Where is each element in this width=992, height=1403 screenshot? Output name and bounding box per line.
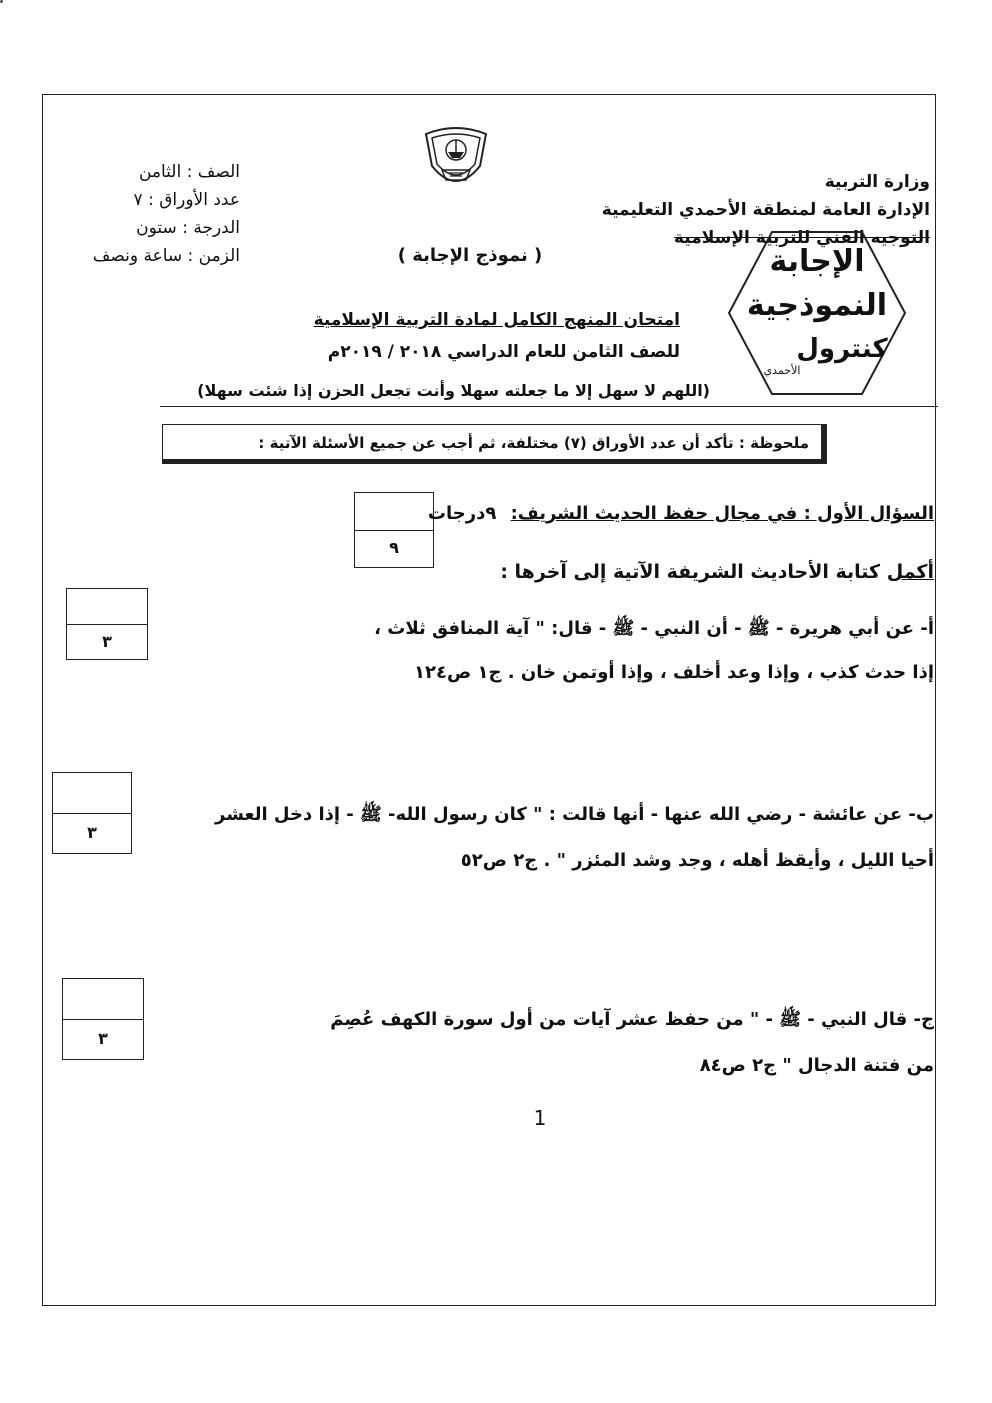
department-name: التوجيه الفني للتربية الإسلامية <box>673 228 930 248</box>
hadith-b-line1: ب- عن عائشة - رضي الله عنها - أنها قالت : " كان رسول الله- ﷺ - إذا دخل العشر <box>215 804 934 825</box>
question1-score-total: ٩ <box>389 538 399 557</box>
question1-heading-row <box>427 503 934 524</box>
duration-label: الزمن : ساعة ونصف <box>92 246 240 266</box>
instructions-note <box>162 424 827 464</box>
exam-prayer: (اللهم لا سهل إلا ما جعلته سهلا وأنت تجعل الحزن إذا شئت سهلا) <box>197 381 710 400</box>
pages-count-label: عدد الأوراق : ٧ <box>133 190 240 210</box>
stamp-line-2: النموذجية <box>746 288 888 323</box>
hadith-a-score-box <box>66 588 148 660</box>
header-divider <box>160 406 938 407</box>
answer-model-title: ( نموذج الإجابة ) <box>397 245 543 266</box>
page-number: 1 <box>533 1106 547 1130</box>
instruction-prefix: أكمل <box>886 561 934 583</box>
hadith-c-line2: من فتنة الدجال " ج٢ ص٨٤ <box>699 1055 934 1076</box>
question1-heading: السؤال الأول : في مجال حفظ الحديث الشريف: <box>510 503 934 524</box>
stamp-line-1: الإجابة <box>769 244 865 279</box>
exam-title: امتحان المنهج الكامل لمادة التربية الإسلامية <box>313 310 680 330</box>
hadith-b-score: ٣ <box>87 823 97 842</box>
hadith-a-line1: أ- عن أبي هريرة - ﷺ - أن النبي - ﷺ - قال: " آية المنافق ثلاث ، <box>374 618 934 639</box>
hadith-c-score-box <box>62 978 144 1060</box>
ministry-name: وزارة التربية <box>824 172 930 192</box>
hadith-c-line1: ج- قال النبي - ﷺ - " من حفظ عشر آيات من أول سورة الكهف عُصِمَ <box>330 1009 934 1030</box>
question1-marks: ٩درجات <box>427 503 497 524</box>
stamp-line-3: كنترول <box>796 334 888 364</box>
hadith-c-score: ٣ <box>98 1029 108 1048</box>
question1-score-box <box>354 492 434 568</box>
answer-key-stamp <box>727 228 907 398</box>
hadith-b-score-box <box>52 772 132 854</box>
note-text: ملحوظة : تأكد أن عدد الأوراق (٧) مختلفة، ثم أجب عن جميع الأسئلة الآتية : <box>258 434 809 452</box>
header-left-block <box>60 158 240 270</box>
question1-instruction <box>500 561 934 583</box>
stamp-line-4: الأحمدي <box>763 364 801 377</box>
total-marks-label: الدرجة : ستون <box>136 218 240 238</box>
kuwait-emblem-icon <box>418 126 494 192</box>
hadith-b-line2: أحيا الليل ، وأيقظ أهله ، وجد وشد المئزر " . ج٢ ص٥٢ <box>460 850 934 871</box>
exam-year: للصف الثامن للعام الدراسي ٢٠١٨ / ٢٠١٩م <box>327 342 680 362</box>
scan-speck <box>0 0 3 3</box>
instruction-rest: كتابة الأحاديث الشريفة الآتية إلى آخرها : <box>500 561 887 583</box>
grade-label: الصف : الثامن <box>138 162 240 182</box>
directorate-name: الإدارة العامة لمنطقة الأحمدي التعليمية <box>601 200 930 220</box>
hadith-a-line2: إذا حدث كذب ، وإذا وعد أخلف ، وإذا أوتمن خان . ج١ ص١٢٤ <box>414 662 934 683</box>
hadith-a-score: ٣ <box>102 632 112 651</box>
